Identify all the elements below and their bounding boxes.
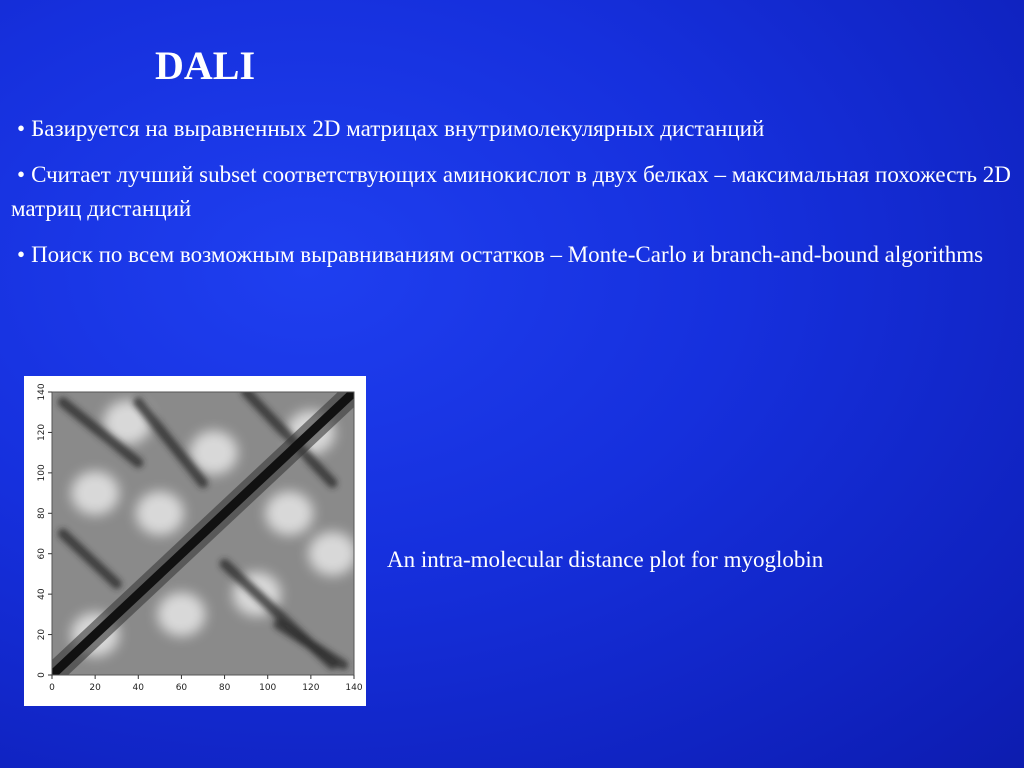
y-tick-label: 120 (37, 423, 47, 442)
plot-caption: An intra-molecular distance plot for myoglobin (387, 547, 824, 572)
bullet-item (11, 238, 1011, 272)
long-distance-region (157, 592, 205, 636)
x-tick-label: 40 (132, 683, 145, 693)
long-distance-region (71, 471, 119, 515)
y-tick-label: 20 (37, 628, 47, 641)
long-distance-region (136, 491, 184, 535)
distance-plot-svg (24, 376, 366, 706)
long-distance-region (308, 532, 356, 576)
y-tick-label: 80 (37, 507, 47, 520)
y-tick-label: 40 (37, 588, 47, 600)
bullet-marker: • (17, 242, 26, 267)
x-tick-label: 60 (175, 683, 188, 693)
distance-plot (24, 376, 366, 706)
bullet-text: Считает лучший subset соответствующих аминокислот в двух белках – максимальная похожесть 2D матриц дистанций (11, 162, 1011, 221)
x-tick-label: 0 (49, 683, 55, 693)
bullet-text: Поиск по всем возможным выравниваниям остатков – Monte-Carlo и branch-and-bound algorithms (31, 242, 984, 267)
long-distance-region (265, 491, 313, 535)
x-tick-label: 80 (218, 683, 231, 693)
bullet-marker: • (17, 162, 26, 187)
y-tick-label: 100 (37, 464, 47, 482)
bullet-text: Базируется на выравненных 2D матрицах внутримолекулярных дистанций (31, 116, 765, 141)
x-tick-label: 20 (89, 683, 101, 693)
y-tick-label: 60 (37, 547, 47, 560)
y-tick-label: 0 (37, 672, 47, 678)
bullet-item (11, 112, 1011, 146)
bullet-item (11, 158, 1011, 226)
slide-title: DALI (155, 43, 256, 88)
bullet-list (11, 112, 1011, 284)
x-tick-label: 140 (345, 683, 363, 693)
x-tick-label: 100 (259, 683, 277, 693)
bullet-marker: • (17, 116, 26, 141)
y-tick-label: 140 (37, 383, 47, 401)
x-tick-label: 120 (302, 683, 320, 693)
